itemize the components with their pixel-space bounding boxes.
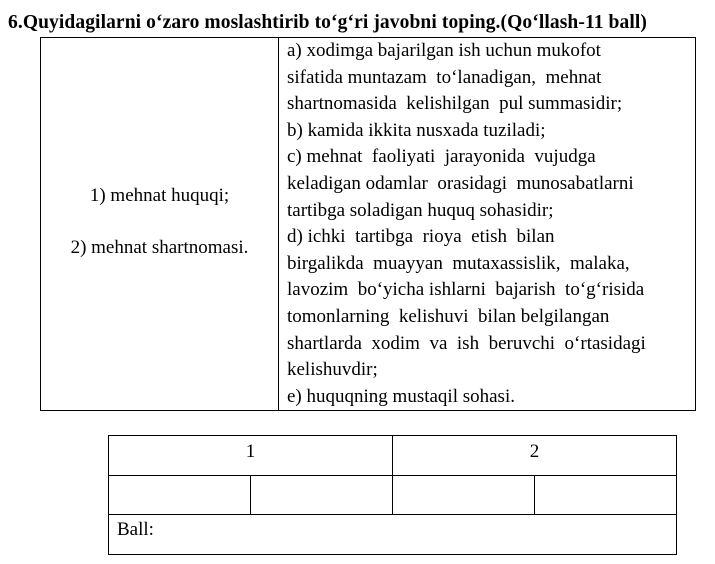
answer-header-1: 1 <box>109 436 393 476</box>
right-line: shartlarda xodim va ish beruvchi o‘rtasidagi <box>287 332 646 354</box>
right-line: birgalikda muayyan mutaxassislik, malaka, <box>287 252 630 274</box>
ball-label: Ball: <box>117 519 154 540</box>
right-line: e) huquqning mustaqil sohasi. <box>287 385 515 407</box>
left-item-1: 1) mehnat huquqi; <box>89 185 230 206</box>
right-column <box>279 38 696 411</box>
right-line: a) xodimga bajarilgan ish uchun mukofot <box>287 40 601 61</box>
right-line: lavozim bo‘yicha ishlarni bajarish to‘g‘risida <box>287 279 645 301</box>
answer-cell-1a[interactable] <box>109 476 251 515</box>
matching-table <box>40 37 696 411</box>
right-line: b) kamida ikkita nusxada tuziladi; <box>287 119 546 141</box>
answer-cell-1b[interactable] <box>251 476 393 515</box>
question-title: 6.Quyidagilarni o‘zaro moslashtirib to‘g‘ri javobni toping.(Qo‘llash-11 ball) <box>8 12 647 33</box>
left-item-2: 2) mehnat shartnomasi. <box>70 237 249 258</box>
answer-cell-2b[interactable] <box>535 476 677 515</box>
right-line: sifatida muntazam to‘lanadigan, mehnat <box>287 66 602 88</box>
right-line: shartnomasida kelishilgan pul summasidir; <box>287 93 623 115</box>
right-line: tartibga soladigan huquq sohasidir; <box>287 199 554 221</box>
right-line: tomonlarning kelishuvi bilan belgilangan <box>287 305 610 327</box>
right-line: c) mehnat faoliyati jarayonida vujudga <box>287 146 596 168</box>
right-line: kelishuvdir; <box>287 359 378 381</box>
right-line: d) ichki tartibga rioya etish bilan <box>287 226 555 248</box>
ball-row <box>109 515 677 555</box>
answer-cell-2a[interactable] <box>393 476 535 515</box>
right-line: keladigan odamlar orasidagi munosabatlarni <box>287 172 634 194</box>
answer-header-2: 2 <box>393 436 677 476</box>
answer-table <box>108 435 677 555</box>
left-column <box>41 38 279 411</box>
